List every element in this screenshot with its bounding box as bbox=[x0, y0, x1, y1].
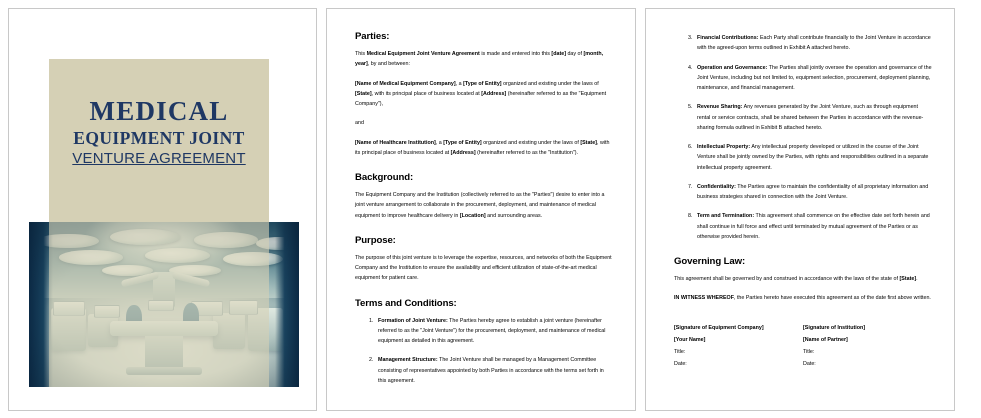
list-item bbox=[375, 355, 613, 386]
cover-title-line-3: VENTURE AGREEMENT bbox=[72, 150, 246, 168]
txt: This bbox=[355, 51, 367, 57]
and-connector: and bbox=[355, 120, 364, 127]
list-item bbox=[694, 142, 932, 173]
txt: day of bbox=[565, 51, 584, 57]
term-title: Revenue Sharing: bbox=[697, 104, 743, 111]
cover-title-line-2: EQUIPMENT JOINT bbox=[73, 128, 245, 149]
signature-right-date-field: Date: bbox=[803, 361, 816, 368]
signature-left-date-field: Date: bbox=[674, 361, 687, 368]
txt: (hereinafter referred to as the "Equipment Company"), bbox=[355, 90, 607, 107]
txt-bold: [date] bbox=[551, 51, 566, 57]
txt-bold: [Type of Entity] bbox=[463, 80, 502, 87]
term-body: Each Party shall contribute financially to the Joint Venture in accordance with the agreed-upon terms outlined in Exhibit A attached hereto. bbox=[697, 35, 931, 52]
term-body: The Parties agree to maintain the confidentiality of all proprietary information and business strategies shared in connection with the Joint Venture. bbox=[697, 183, 929, 200]
heading-background: Background: bbox=[355, 172, 414, 183]
txt: , a bbox=[435, 139, 444, 146]
purpose-paragraph: The purpose of this joint venture is to leverage the expertise, resources, and networks of both the Equipment Company and the Institution to ensure the availability and efficient utilization of state-of-the-art medical equipment for patient care. bbox=[355, 254, 612, 282]
background-paragraph bbox=[355, 190, 613, 221]
parties-intro-paragraph bbox=[355, 49, 613, 70]
term-title: Term and Termination: bbox=[697, 213, 755, 220]
txt: , by and between: bbox=[367, 61, 410, 68]
term-body: Any revenues generated by the Joint Venture, such as through equipment rental or service contracts, shall be shared between the Parties in accordance with the revenue-sharing formula outlined in Exhibit B attached hereto. bbox=[697, 104, 924, 131]
document-page-cover[interactable] bbox=[8, 8, 317, 411]
cover-title-line-1: MEDICAL bbox=[89, 96, 229, 126]
signature-column-right bbox=[803, 322, 932, 371]
heading-terms-and-conditions: Terms and Conditions: bbox=[355, 297, 457, 309]
witness-paragraph bbox=[674, 293, 932, 303]
terms-list-page-3 bbox=[674, 33, 932, 242]
term-body: Any intellectual property developed or utilized in the course of the Joint Venture shall be jointly owned by the Parties, with rights and responsibilities outlined in a separate intellectual property agreement. bbox=[697, 144, 929, 171]
list-item bbox=[375, 316, 613, 347]
signature-left-line-1: [Signature of Equipment Company] bbox=[674, 324, 764, 331]
party-1-paragraph bbox=[355, 79, 613, 110]
heading-parties: Parties: bbox=[355, 31, 390, 42]
signature-right-line-2: [Name of Partner] bbox=[803, 336, 848, 343]
txt-bold: IN WITNESS WHEREOF bbox=[674, 295, 734, 302]
term-body: The Joint Venture shall be managed by a Management Committee consisting of representatives appointed by both Parties in accordance with the terms set forth in this agreement. bbox=[378, 357, 604, 384]
term-body: The Parties hereby agree to establish a joint venture (hereinafter referred to as the "Joint Venture") for the procurement, deployment, and maintenance of medical equipment as detailed in this agreement. bbox=[378, 317, 606, 344]
heading-governing-law: Governing Law: bbox=[674, 256, 746, 267]
page-2-body bbox=[355, 31, 613, 395]
txt: . bbox=[916, 276, 918, 282]
txt: , a bbox=[455, 80, 464, 87]
list-item bbox=[694, 63, 932, 94]
cover-title-block bbox=[49, 59, 269, 222]
txt: , with its principal place of business located at bbox=[371, 90, 482, 97]
page-gap-1 bbox=[317, 0, 326, 418]
list-item bbox=[694, 33, 932, 54]
list-item bbox=[694, 182, 932, 203]
page-3-body bbox=[674, 31, 932, 371]
txt-bold: Medical Equipment Joint Venture Agreement bbox=[366, 51, 480, 57]
txt: (hereinafter referred to as the "Institution"). bbox=[475, 149, 579, 156]
txt: The Equipment Company and the Institution (collectively referred to as the "Parties") desire to enter into a joint venture arrangement to collaborate in the procurement, deployment, and maintenance of medical equipment to improve healthcare delivery in bbox=[355, 192, 605, 219]
list-item bbox=[694, 102, 932, 133]
txt-bold: [Address] bbox=[450, 149, 476, 156]
cover-content bbox=[9, 9, 316, 410]
txt: organized and existing under the laws of bbox=[481, 139, 581, 146]
txt: organized and existing under the laws of bbox=[501, 80, 599, 87]
signature-left-line-2: [Your Name] bbox=[674, 336, 706, 343]
page-gap-2 bbox=[636, 0, 645, 418]
term-title: Intellectual Property: bbox=[697, 144, 751, 150]
signature-left-title-field: Title: bbox=[674, 349, 686, 356]
signature-column-left bbox=[674, 322, 803, 371]
term-title: Financial Contributions: bbox=[697, 35, 759, 41]
terms-list-page-2 bbox=[355, 316, 613, 387]
term-title: Operation and Governance: bbox=[697, 64, 768, 71]
txt: is made and entered into this bbox=[479, 51, 552, 57]
txt-bold: [State] bbox=[355, 90, 372, 97]
txt-bold: [Location] bbox=[459, 212, 486, 219]
txt-bold: [State] bbox=[899, 276, 917, 282]
txt-bold: [month, year] bbox=[355, 51, 604, 68]
txt: , the Parties hereto have executed this agreement as of the date first above written. bbox=[733, 295, 931, 302]
txt: This agreement shall be governed by and construed in accordance with the laws of the state of bbox=[674, 276, 900, 282]
term-title: Formation of Joint Venture: bbox=[378, 317, 448, 324]
heading-purpose: Purpose: bbox=[355, 234, 396, 246]
document-page-3[interactable] bbox=[645, 8, 955, 411]
signature-right-title-field: Title: bbox=[803, 349, 815, 356]
operating-room-photo bbox=[29, 222, 299, 387]
txt-bold: [State] bbox=[580, 139, 597, 146]
governing-law-paragraph bbox=[674, 274, 932, 284]
list-item bbox=[694, 211, 932, 242]
txt: and surrounding areas. bbox=[485, 212, 543, 219]
txt-bold: [Type of Entity] bbox=[443, 139, 482, 146]
term-title: Management Structure: bbox=[378, 357, 438, 364]
txt-bold: [Name of Healthcare Institution] bbox=[355, 139, 436, 146]
term-body: The Parties shall jointly oversee the operation and governance of the Joint Venture, including but not limited to, equipment selection, procurement, deployment planning, maintenance, and financial management. bbox=[697, 64, 932, 91]
term-title: Confidentiality: bbox=[697, 183, 736, 190]
signature-block bbox=[674, 322, 932, 371]
txt-bold: [Address] bbox=[481, 90, 507, 97]
txt-bold: [Name of Medical Equipment Company] bbox=[355, 80, 456, 87]
txt: , with its principal place of business located at bbox=[355, 139, 610, 156]
document-page-2[interactable] bbox=[326, 8, 636, 411]
signature-right-line-1: [Signature of Institution] bbox=[803, 324, 866, 331]
party-2-paragraph bbox=[355, 138, 613, 159]
term-body: This agreement shall commence on the effective date set forth herein and shall continue in full force and effect until terminated by mutual agreement of the Parties or as otherwise provided herein. bbox=[697, 213, 930, 240]
